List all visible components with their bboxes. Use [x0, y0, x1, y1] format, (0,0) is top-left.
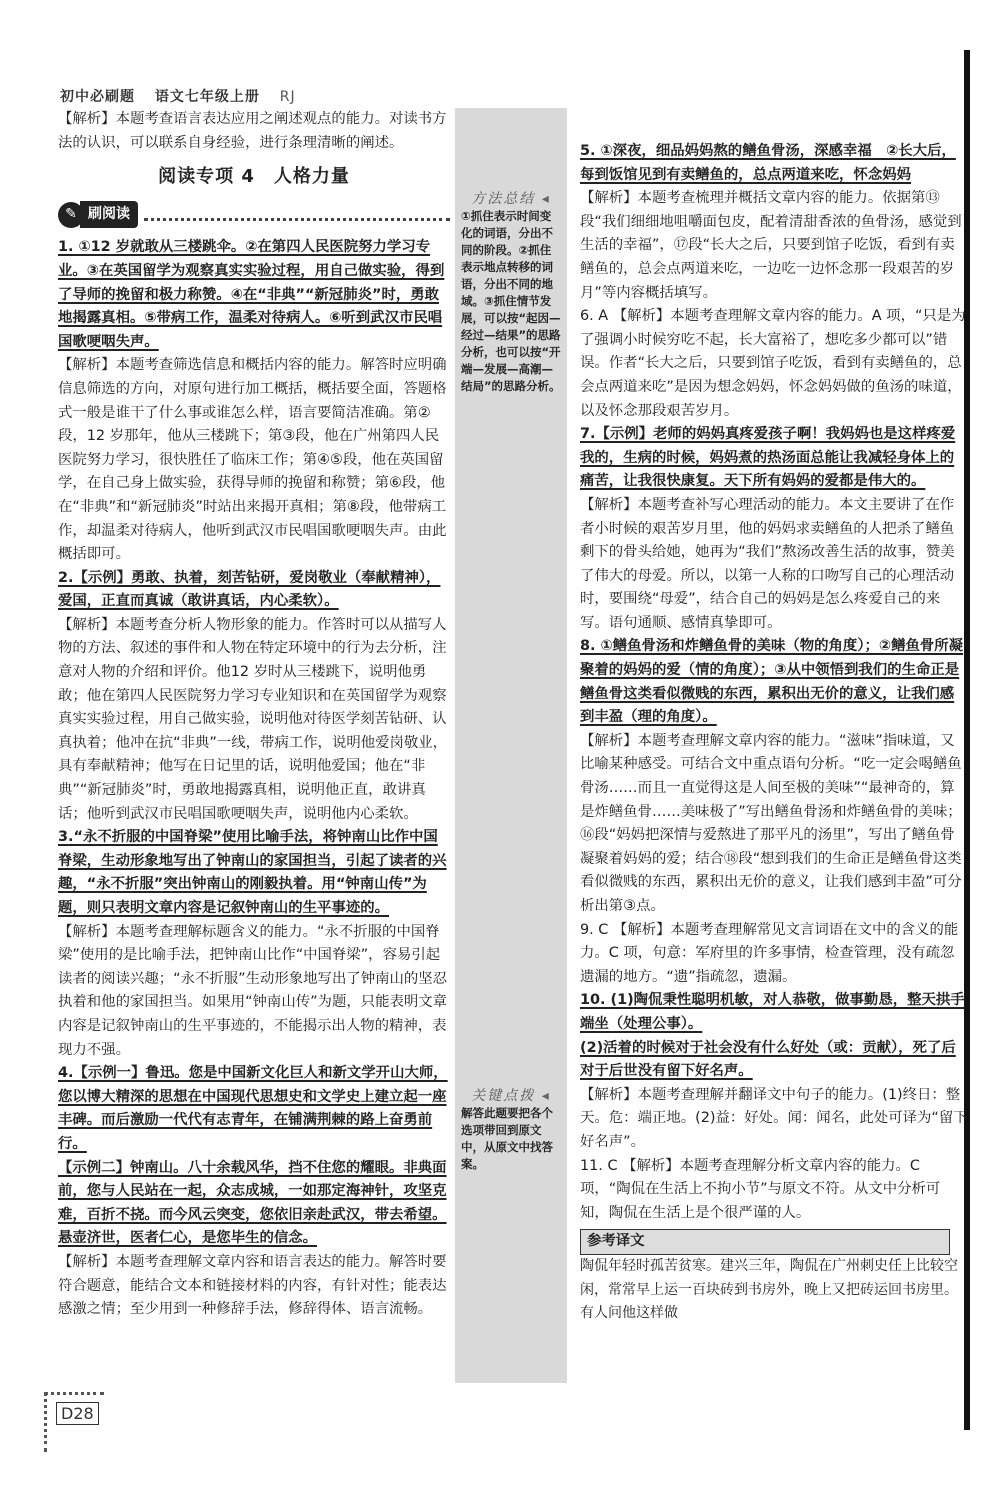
method-title-text: 方法总结 [471, 191, 536, 207]
method-summary-text: ①抓住表示时间变化的词语，分出不同的阶段。②抓住表示地点转移的词语，分出不同的地域。③抓住情节发展，可以按“起因—经过—结果”的思路分析，也可以按“开端—发展—高潮—结局”的思路分析。 [461, 209, 561, 393]
q8-analysis: 【解析】本题考查理解文章内容的能力。“滋味”指味道，又比喻某种感受。可结合文中重点语句分析。“吃一定会喝鳝鱼骨汤……而且一直觉得这是人间至极的美味”“最神奇的，算是炸鳝鱼骨……美味极了”写出鳝鱼骨汤和炸鳝鱼骨的美味；⑯段“妈妈把深情与爱熬进了那平凡的汤里”，写出了鳝鱼骨凝聚着妈妈的爱；结合⑱段“想到我们的生命正是鳝鱼骨这类看似微贱的东西，累积出无价的意义，让我们感到丰盈”可分析出第③点。 [580, 732, 962, 914]
key-title-text: 关键点拨 [471, 1088, 536, 1104]
q1-analysis: 【解析】本题考查筛选信息和概括内容的能力。解答时应明确信息筛选的方向，对原句进行加工概括，概括要全面，答题格式一般是谁干了什么事或谁怎么样，语言要简洁准确。第②段，12 岁那年，他从三楼跳下；第③段，他在广州第四人民医院努力学习，很快胜任了临床工作；第④⑤段，他在英国留学，在自己身上做实验，获得导师的挽留和称赞；第⑥段，他在“非典”和“新冠肺炎”时站出来揭开真相；第⑧段，他带病工作，却温柔对待病人，他听到武汉市民唱国歌哽咽失声。由此概括即可。 [58, 357, 447, 563]
q6-answer: 6. A 【解析】本题考查理解文章内容的能力。A 项，“只是为了强调小时候穷吃不起，长大富裕了，想吃多少都可以”错误。作者“长大之后，只要到馆子吃饭，看到有卖鳝鱼的，总会点两道来吃”是因为想念妈妈，怀念妈妈做的鱼汤的味道，以及怀念那段艰苦岁月。 [580, 308, 966, 419]
key-tip-text: 解答此题要把各个选项带回到原文中，从原文中找答案。 [461, 1106, 553, 1171]
q4-answer-2: 【示例二】钟南山。八十余载风华，挡不住您的耀眼。非典面前，您与人民站在一起，众志成城，一如那定海神针，攻坚克难，百折不挠。而今风云突变，您依旧亲赴武汉，带去希望。悬壶济世，医者仁心，是您毕生的信念。 [58, 1159, 447, 1247]
key-tip-title [455, 1085, 567, 1105]
q10-analysis: 【解析】本题考查理解并翻译文中句子的能力。(1)终日：整天。危：端正地。(2)益：好处。闻：闻名，此处可译为“留下好名声”。 [580, 1086, 968, 1150]
q10-answer-1: 10. (1)陶侃秉性聪明机敏，对人恭敬，做事勤恳，整天拱手端坐（处理公事）。 [580, 992, 965, 1032]
q7-analysis: 【解析】本题考查补写心理活动的能力。本文主要讲了在作者小时候的艰苦岁月里，他的妈妈求卖鳝鱼的人把杀了鳝鱼剩下的骨头给她，她再为“我们”熬汤改善生活的故事，赞美了伟大的母爱。所以，以第一人称的口吻写自己的心理活动时，要围绕“母爱”，结合自己的妈妈是怎么疼爱自己的来写。语句通顺、感情真挚即可。 [580, 496, 955, 631]
q5-analysis: 【解析】本题考查梳理并概括文章内容的能力。依据第⑬段“我们细细地咀嚼面包皮，配着清甜香浓的鱼骨汤，感觉到生活的幸福”，⑰段“长大之后，只要到馆子吃饭，看到有卖鳝鱼的，总会点两道来吃，一边吃一边怀念那一段艰苦的岁月”等内容概括填写。 [580, 190, 962, 301]
page-number: D28 [56, 1402, 99, 1425]
q5-answer: 5. ①深夜，细品妈妈熬的鳝鱼骨汤，深感幸福 ②长大后，每到饭馆见到有卖鳝鱼的，总点两道来吃，怀念妈妈 [580, 143, 956, 183]
badge-divider [144, 208, 450, 221]
q7-answer: 7.【示例】老师的妈妈真疼爱孩子啊！我妈妈也是这样疼爱我的，生病的时候，妈妈煮的热汤面总能让我减轻身体上的痛苦，让我很快康复。天下所有妈妈的爱都是伟大的。 [580, 426, 956, 490]
q8-answer: 8. ①鳝鱼骨汤和炸鳝鱼骨的美味（物的角度）；②鳝鱼骨所凝聚着的妈妈的爱（情的角度）；③从中领悟到我们的生命正是鳝鱼骨这类看似微贱的东西，累积出无价的意义，让我们感到丰盈（理的角度）。 [580, 638, 964, 726]
page-header [60, 86, 310, 106]
q11-answer: 11. C 【解析】本题考查理解分析文章内容的能力。C 项，“陶侃在生活上不拘小节”与原文不符。从文中分析可知，陶侃在生活上是个很严谨的人。 [580, 1157, 941, 1221]
q2-answer: 2.【示例】勇敢、执着，刻苦钻研，爱岗敬业（奉献精神），爱国，正直而真诚（敢讲真话，内心柔软）。 [58, 569, 441, 610]
q3-answer: 3.“永不折服的中国脊梁”使用比喻手法，将钟南山比作中国脊梁，生动形象地写出了钟南山的家国担当，引起了读者的兴趣，“永不折服”突出钟南山的刚毅执着。用“钟南山传”为题，则只表明文章内容是记叙钟南山的生平事迹的。 [58, 829, 447, 916]
badge-label: 刷阅读 [80, 201, 138, 229]
book-icon: ✎ [58, 202, 84, 228]
q2-analysis: 【解析】本题考查分析人物形象的能力。作答时可以从描写人物的方法、叙述的事件和人物在特定环境中的行为去分析，注意对人物的介绍和评价。他12 岁时从三楼跳下，说明他勇敢；他在第四人民医院努力学习专业知识和在英国留学为观察真实实验过程，用自己做实验，说明他对待医学刻苦钻研、认真执着；他冲在抗“非典”一线，带病工作，说明他爱岗敬业，具有奉献精神；他写在日记里的话，说明他爱国；他在“非典”“新冠肺炎”时，勇敢地揭露真相，说明他正直，敢讲真话；他听到武汉市民唱国歌哽咽失声，说明他内心柔软。 [58, 616, 448, 822]
arrow-right-icon: ◂ [541, 1088, 551, 1104]
reading-badge [58, 201, 450, 229]
margin-notes [455, 108, 567, 1383]
reference-translation-text: 陶侃年轻时孤苦贫寒。建兴三年，陶侃在广州刺史任上比较空闲，常常早上运一百块砖到书房外，晚上又把砖运回书房里。有人问他这样做 [580, 1257, 958, 1322]
q3-analysis: 【解析】本题考查理解标题含义的能力。“永不折服的中国脊梁”使用的是比喻手法，把钟南山比作“中国脊梁”，容易引起读者的阅读兴趣；“永不折服”生动形象地写出了钟南山的坚忍执着和他的家国担当。如果用“钟南山传”为题，只能表明文章内容是记叙钟南山的生平事迹的，不能揭示出人物的精神，表现力不强。 [58, 923, 448, 1058]
reference-translation-heading [580, 1229, 968, 1255]
q1-answer: 1. ①12 岁就敢从三楼跳伞。②在第四人民医院努力学习专业。③在英国留学为观察真实实验过程，用自己做实验，得到了导师的挽留和极力称赞。④在“非典”“新冠肺炎”时，勇敢地揭露真相。⑤带病工作，温柔对待病人。⑥听到武汉市民唱国歌哽咽失声。 [58, 239, 445, 350]
right-column [580, 140, 968, 1326]
edition-label: RJ [279, 89, 296, 105]
book-name: 语文七年级上册 [154, 89, 260, 105]
intro-analysis: 【解析】本题考查语言表达应用之阐述观点的能力。对读书方法的认识，可以联系自身经验，进行条理清晰的阐述。 [58, 111, 447, 151]
q4-answer-1: 4.【示例一】鲁迅。您是中国新文化巨人和新文学开山大师，您以博大精深的思想在中国现代思想史和文学史上建立起一座丰碑。而后激励一代代有志青年，在铺满荆棘的路上奋勇前行。 [58, 1065, 448, 1152]
section-title: 阅读专项 4 人格力量 [158, 166, 350, 188]
reference-translation-title: 参考译文 [580, 1229, 950, 1255]
method-summary-title [455, 188, 567, 208]
series-name: 初中必刷题 [60, 89, 135, 105]
q4-analysis: 【解析】本题考查理解文章内容和语言表达的能力。解答时要符合题意，能结合文本和链接材料的内容，有针对性；能表达感激之情；至少用到一种修辞手法，修辞得体、语言流畅。 [58, 1253, 447, 1318]
left-column [58, 108, 450, 1322]
q10-answer-2: (2)活着的时候对于社会没有什么好处（或：贡献），死了后对于后世没有留下好名声。 [580, 1039, 956, 1080]
q9-answer: 9. C 【解析】本题考查理解常见文言词语在文中的含义的能力。C 项，句意：军府里的许多事情，检查管理，没有疏忽遗漏的地方。“遗”指疏忽，遗漏。 [580, 921, 959, 985]
arrow-right-icon: ◂ [541, 191, 551, 207]
